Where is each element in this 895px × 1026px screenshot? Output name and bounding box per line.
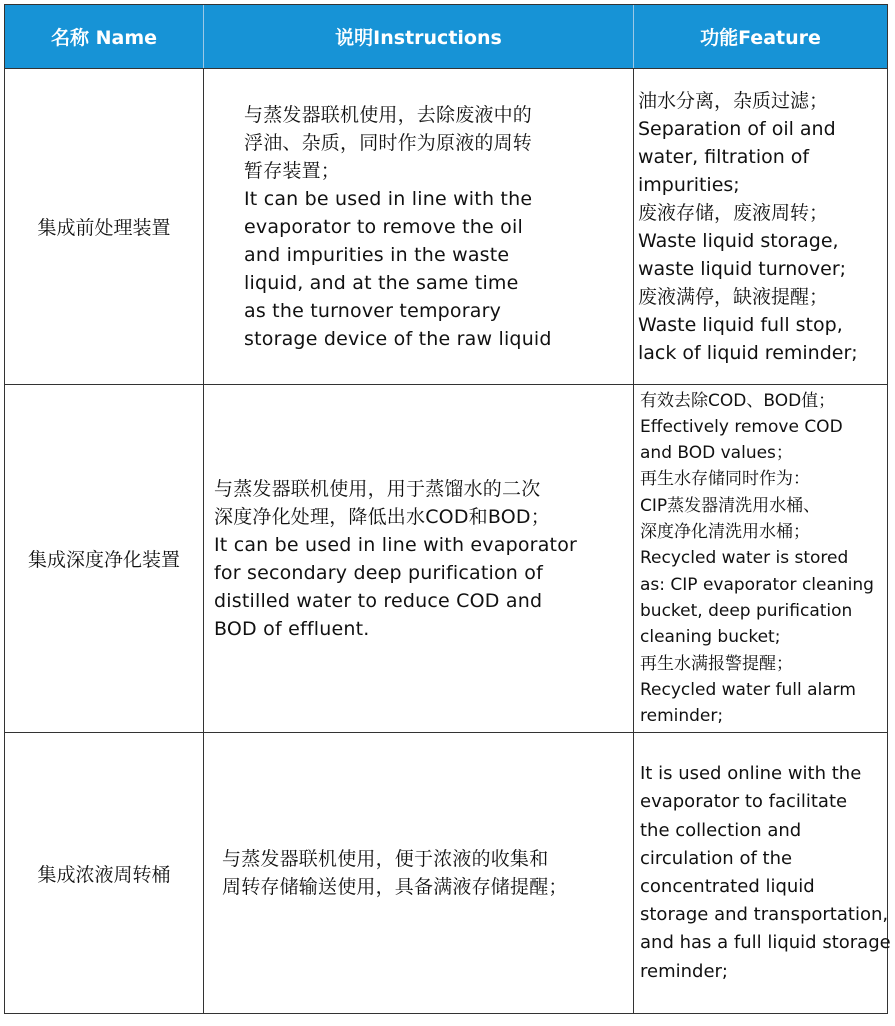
row-feature — [634, 69, 887, 384]
row-instructions — [204, 385, 634, 732]
text-line: reminder; — [640, 706, 724, 727]
text-line: reminder; — [640, 960, 728, 982]
row-instructions — [204, 69, 634, 384]
text-line: 与蒸发器联机使用，去除废液中的 — [244, 103, 533, 126]
text-line: 再生水存储同时作为： — [640, 469, 810, 490]
text-line: evaporator to facilitate — [640, 791, 848, 813]
text-line: 再生水满报警提醒； — [640, 653, 793, 674]
text-line: Waste liquid storage, — [638, 229, 839, 252]
text-line: bucket, deep purification — [640, 600, 853, 621]
text-line: storage device of the raw liquid — [244, 327, 552, 350]
table-header — [5, 5, 887, 68]
text-line: Separation of oil and — [638, 117, 836, 140]
row-feature — [634, 733, 891, 1013]
text-line: evaporator to remove the oil — [244, 215, 523, 238]
text-line: Recycled water is stored — [640, 548, 849, 569]
text-line: 油水分离，杂质过滤； — [638, 89, 829, 112]
text-line: cleaning bucket; — [640, 627, 781, 648]
text-line: 有效去除COD、BOD值； — [640, 390, 836, 411]
text-line: CIP蒸发器清洗用水桶、 — [640, 495, 821, 516]
text-line: and has a full liquid storage — [640, 932, 891, 954]
text-line: It is used online with the — [640, 763, 862, 785]
text-line: and impurities in the waste — [244, 243, 510, 266]
text-line: 浮油、杂质，同时作为原液的周转 — [244, 131, 533, 154]
text-line: 与蒸发器联机使用，便于浓液的收集和 — [222, 848, 549, 870]
row-feature — [634, 385, 887, 732]
header-name: 名称 Name — [5, 5, 204, 68]
row-name: 集成深度净化装置 — [5, 385, 204, 732]
text-line: Effectively remove COD — [640, 416, 843, 437]
text-line: It can be used in line with evaporator — [214, 533, 578, 556]
product-table — [4, 4, 891, 1014]
text-line: impurities; — [638, 173, 740, 196]
text-line: 废液满停，缺液提醒； — [638, 285, 829, 308]
text-line: for secondary deep purification of — [214, 561, 544, 584]
text-line: Waste liquid full stop, — [638, 313, 843, 336]
text-line: lack of liquid reminder; — [638, 341, 858, 364]
text-line: distilled water to reduce COD and — [214, 589, 543, 612]
header-feature: 功能Feature — [700, 27, 821, 49]
text-line: concentrated liquid — [640, 876, 815, 897]
text-line: as: CIP evaporator cleaning — [640, 574, 874, 595]
row-name: 集成前处理装置 — [5, 69, 204, 384]
table-row — [5, 68, 887, 384]
text-line: the collection and — [640, 819, 802, 841]
text-line: storage and transportation, — [640, 904, 889, 926]
row-name: 集成浓液周转桶 — [5, 733, 204, 1013]
text-line: 深度净化处理，降低出水COD和BOD； — [214, 505, 550, 528]
text-line: liquid, and at the same time — [244, 271, 519, 294]
row-instructions — [204, 733, 634, 1013]
text-line: and BOD values； — [640, 443, 793, 464]
text-line: 与蒸发器联机使用，用于蒸馏水的二次 — [214, 477, 541, 500]
text-line: 暂存装置； — [244, 159, 341, 182]
text-line: waste liquid turnover; — [638, 257, 847, 280]
table-row — [5, 384, 887, 732]
text-line: 周转存储输送使用，具备满液存储提醒； — [222, 876, 568, 898]
text-line: It can be used in line with the — [244, 187, 533, 210]
table-row — [5, 732, 891, 1013]
text-line: 深度净化清洗用水桶； — [640, 522, 810, 543]
text-line: circulation of the — [640, 847, 793, 869]
text-line: as the turnover temporary — [244, 299, 502, 322]
text-line: Recycled water full alarm — [640, 679, 856, 700]
header-instructions: 说明Instructions — [204, 5, 634, 68]
text-line: water, filtration of — [638, 145, 810, 168]
text-line: BOD of effluent. — [214, 617, 370, 640]
text-line: 废液存储，废液周转； — [638, 201, 829, 224]
